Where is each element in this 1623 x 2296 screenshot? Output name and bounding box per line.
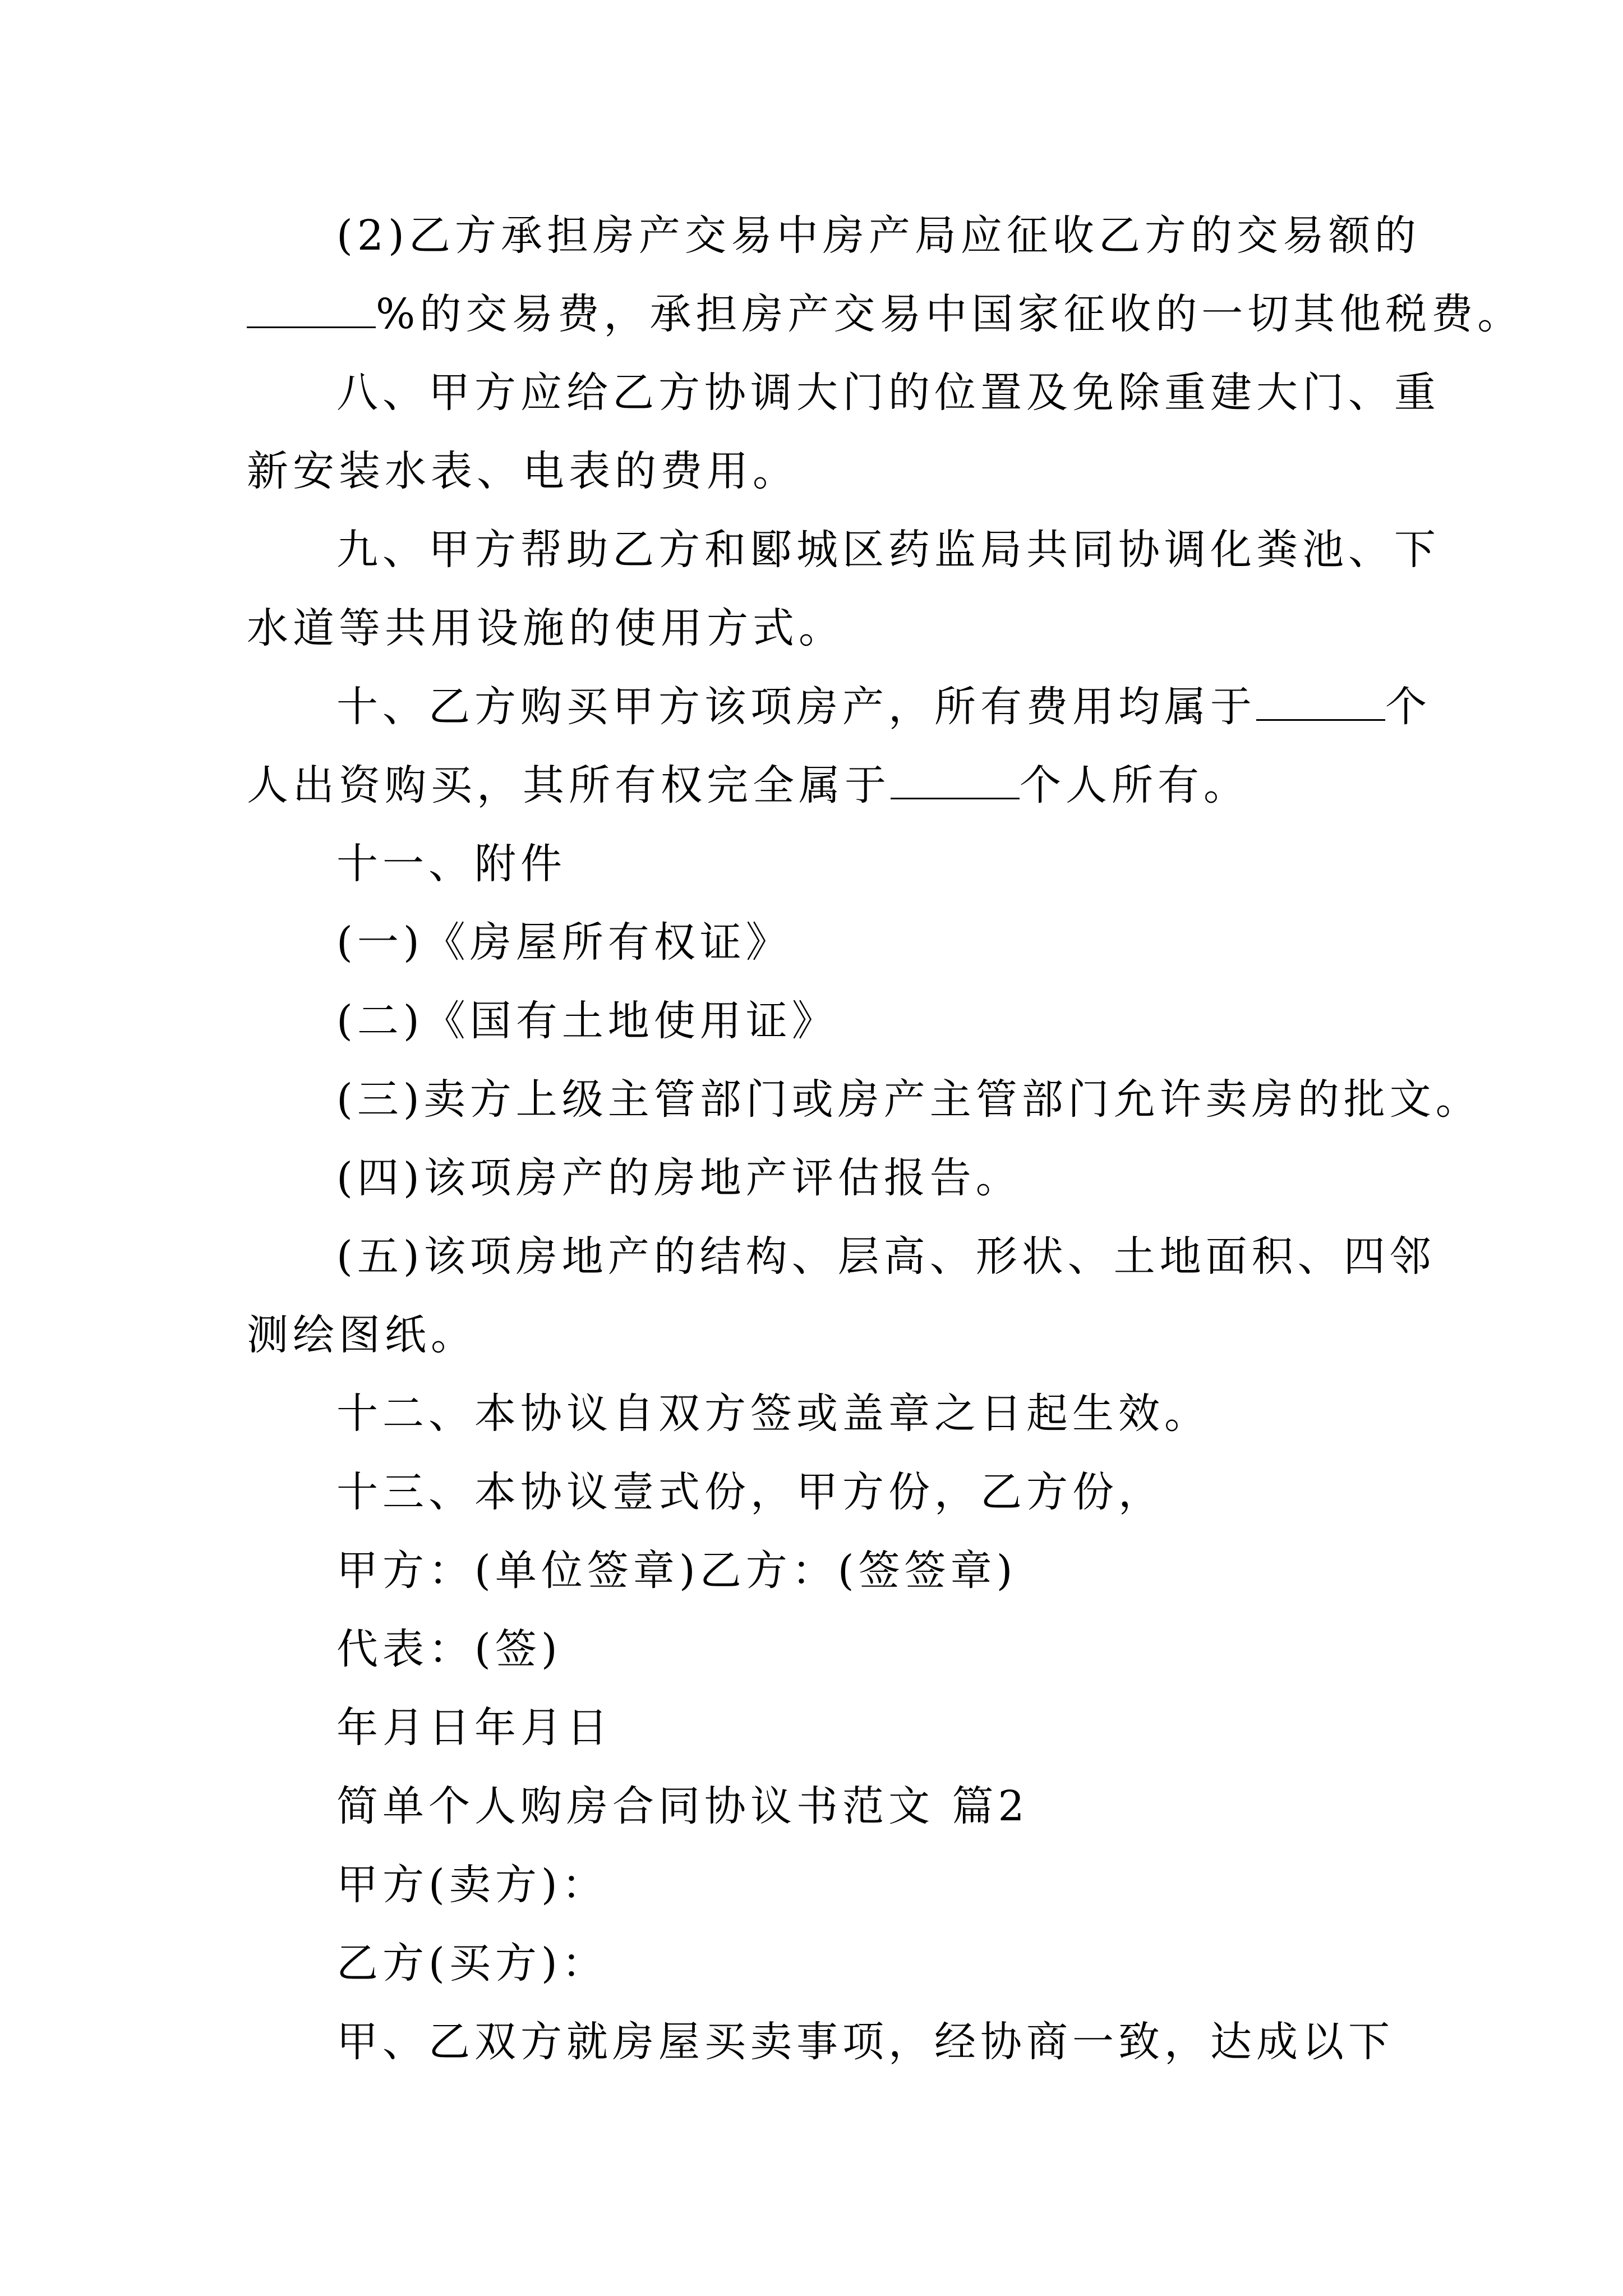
paragraph-line: 水道等共用设施的使用方式。 [247,604,845,652]
section-heading: 简单个人购房合同协议书范文 篇2 [336,1782,1029,1830]
paragraph-line: (二)《国有土地使用证》 [336,997,838,1045]
fill-blank [1256,680,1385,721]
paragraph-line: 甲方：(单位签章)乙方：(签签章) [336,1547,1017,1595]
paragraph-text: 十、乙方购买甲方该项房产，所有费用均属于 [336,683,1256,731]
paragraph-line: (一)《房屋所有权证》 [336,918,792,967]
paragraph-line: (2)乙方承担房产交易中房产局应征收乙方的交易额的 [336,211,1421,260]
paragraph-line: 新安装水表、电表的费用。 [247,447,799,495]
paragraph-line: 年月日年月日 [336,1704,612,1752]
paragraph-text: 个人所有。 [1020,761,1249,809]
fill-blank [891,758,1020,799]
paragraph-line: 甲、乙双方就房屋买卖事项，经协商一致，达成以下 [336,2018,1394,2066]
paragraph-line: 十三、本协议壹式份，甲方份，乙方份， [336,1468,1164,1516]
paragraph-text: %的交易费，承担房产交易中国家征收的一切其他税费。 [376,290,1524,338]
paragraph-line: 乙方(买方)： [336,1939,608,1987]
paragraph-line: (四)该项房产的房地产评估报告。 [336,1154,1022,1202]
fill-blank [247,287,376,328]
paragraph-line: 甲方(卖方)： [336,1861,608,1909]
paragraph-text: 个 [1385,683,1431,731]
paragraph-line: 代表：(签) [336,1625,562,1673]
paragraph-line: (三)卖方上级主管部门或房产主管部门允许卖房的批文。 [336,1075,1482,1124]
paragraph-line: 九、甲方帮助乙方和郾城区药监局共同协调化粪池、下 [336,526,1440,574]
paragraph-line [247,757,1249,813]
paragraph-line: (五)该项房地产的结构、层高、形状、土地面积、四邻 [336,1232,1436,1281]
paragraph-line: 十一、附件 [336,840,566,888]
paragraph-text: 人出资购买，其所有权完全属于 [247,761,891,809]
paragraph-line: 八、甲方应给乙方协调大门的位置及免除重建大门、重 [336,369,1440,417]
paragraph-line: 十二、本协议自双方签或盖章之日起生效。 [336,1389,1210,1438]
paragraph-line [247,286,1523,342]
paragraph-line: 测绘图纸。 [247,1311,477,1359]
paragraph-line [336,679,1431,735]
